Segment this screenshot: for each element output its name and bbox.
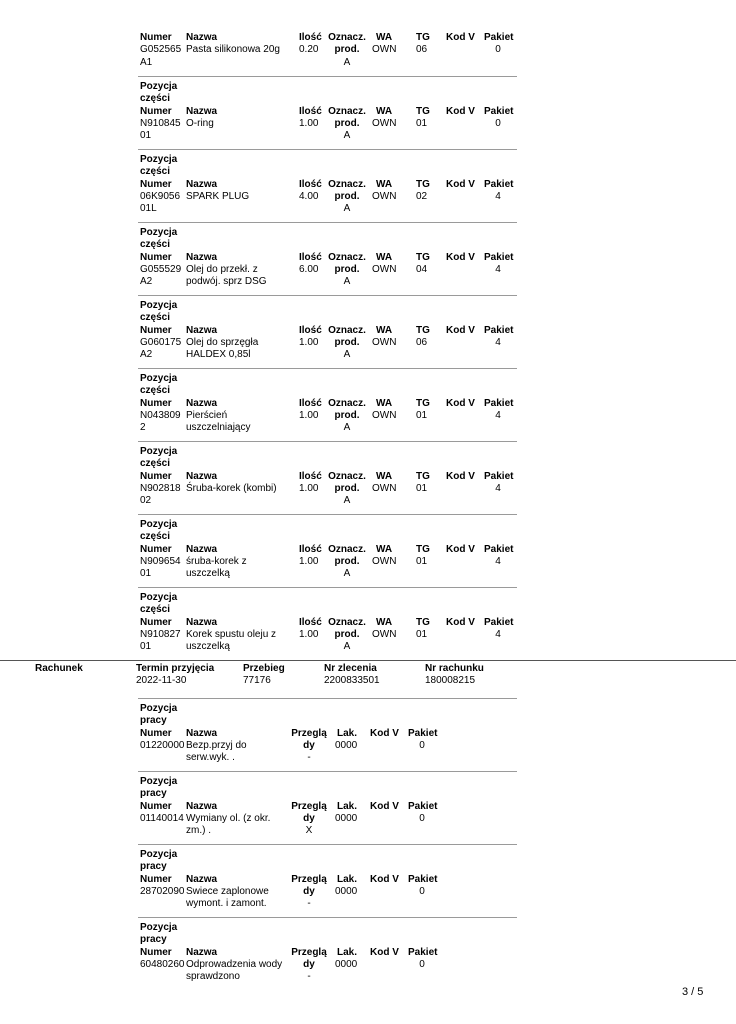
part-quantity: 4.00 <box>299 190 319 202</box>
przeglady-label-line2: dy <box>303 739 315 751</box>
pakiet-label: Pakiet <box>484 616 514 628</box>
part-number-suffix: 01L <box>140 203 157 215</box>
nazwa-label: Nazwa <box>186 324 218 336</box>
part-quantity: 1.00 <box>299 482 319 494</box>
part-pakiet: 4 <box>495 628 501 640</box>
row-divider <box>138 222 517 223</box>
part-tg: 02 <box>416 190 428 202</box>
prod-label: prod. <box>334 336 360 348</box>
wa-label: WA <box>376 105 393 117</box>
part-oznacz: A <box>343 568 351 580</box>
przebieg-label: Przebieg <box>243 663 285 674</box>
nazwa-label: Nazwa <box>186 470 218 482</box>
tg-label: TG <box>416 616 430 628</box>
labor-lak: 0000 <box>335 812 358 824</box>
part-name: Pasta silikonowa 20g <box>186 44 280 56</box>
kodv-label: Kod V <box>370 727 399 739</box>
part-pakiet: 4 <box>495 190 501 202</box>
termin-label: Termin przyjęcia <box>136 663 215 674</box>
czesci-label: części <box>140 531 171 543</box>
pozycja-label: Pozycja <box>140 703 178 714</box>
przebieg-value: 77176 <box>243 675 271 687</box>
wa-label: WA <box>376 324 393 336</box>
termin-value: 2022-11-30 <box>136 675 187 687</box>
numer-label: Numer <box>140 251 172 263</box>
pakiet-label: Pakiet <box>484 32 514 43</box>
part-pakiet: 4 <box>495 336 501 348</box>
wa-label: WA <box>376 543 393 555</box>
row-divider <box>138 917 517 918</box>
part-pakiet: 4 <box>495 263 501 275</box>
part-quantity: 1.00 <box>299 336 319 348</box>
pozycja-label: Pozycja <box>140 446 178 457</box>
numer-label: Numer <box>140 727 172 739</box>
part-number: N902818 <box>140 482 181 494</box>
pakiet-label: Pakiet <box>408 727 438 739</box>
part-tg: 01 <box>416 482 428 494</box>
part-oznacz: A <box>343 56 351 68</box>
labor-name-line2: zm.) . <box>186 825 211 837</box>
wa-label: WA <box>376 178 393 190</box>
labor-name-line2: sprawdzono <box>186 971 240 983</box>
czesci-label: części <box>140 93 171 105</box>
czesci-label: części <box>140 312 171 324</box>
ilosc-label: Ilość <box>299 324 322 336</box>
part-number-suffix: A2 <box>140 276 153 288</box>
part-name-line2: HALDEX 0,85l <box>186 349 251 361</box>
part-oznacz: A <box>343 422 351 434</box>
part-wa: OWN <box>372 117 397 129</box>
tg-label: TG <box>416 178 430 190</box>
nazwa-label: Nazwa <box>186 178 218 190</box>
prod-label: prod. <box>334 190 360 202</box>
part-number-suffix: 01 <box>140 130 152 142</box>
labor-name: Wymiany ol. (z okr. <box>186 812 271 824</box>
tg-label: TG <box>416 470 430 482</box>
ilosc-label: Ilość <box>299 470 322 482</box>
prod-label: prod. <box>334 628 360 640</box>
pracy-label: pracy <box>140 861 167 873</box>
part-number-suffix: A1 <box>140 56 153 68</box>
pozycja-label: Pozycja <box>140 592 178 603</box>
part-number: G052565 <box>140 44 182 56</box>
przeglady-label-line2: dy <box>303 812 315 824</box>
prod-label: prod. <box>334 482 360 494</box>
labor-pakiet: 0 <box>419 958 425 970</box>
kodv-label: Kod V <box>446 616 475 628</box>
labor-number: 01220000 <box>140 739 185 751</box>
part-pakiet: 4 <box>495 482 501 494</box>
wa-label: WA <box>376 397 393 409</box>
labor-name: Odprowadzenia wody <box>186 958 283 970</box>
numer-label: Numer <box>140 397 172 409</box>
numer-label: Numer <box>140 800 172 812</box>
lak-label: Lak. <box>337 800 358 812</box>
rachunek-label: Nr rachunku <box>425 663 484 674</box>
oznacz-label: Oznacz. <box>328 324 366 336</box>
lak-label: Lak. <box>337 946 358 958</box>
part-wa: OWN <box>372 190 397 202</box>
tg-label: TG <box>416 32 430 43</box>
numer-label: Numer <box>140 32 172 43</box>
part-oznacz: A <box>343 276 351 288</box>
part-quantity: 1.00 <box>299 117 319 129</box>
pakiet-label: Pakiet <box>484 543 514 555</box>
czesci-label: części <box>140 458 171 470</box>
lak-label: Lak. <box>337 873 358 885</box>
przeglady-label: Przeglą <box>291 873 327 885</box>
labor-pakiet: 0 <box>419 812 425 824</box>
nazwa-label: Nazwa <box>186 105 218 117</box>
numer-label: Numer <box>140 946 172 958</box>
pozycja-label: Pozycja <box>140 300 178 311</box>
numer-label: Numer <box>140 105 172 117</box>
oznacz-label: Oznacz. <box>328 251 366 263</box>
rachunek-value: 180008215 <box>425 675 476 687</box>
part-name: Korek spustu oleju z <box>186 628 277 640</box>
prod-label: prod. <box>334 409 360 421</box>
nazwa-label: Nazwa <box>186 946 218 958</box>
kodv-label: Kod V <box>446 470 475 482</box>
kodv-label: Kod V <box>446 32 475 43</box>
oznacz-label: Oznacz. <box>328 32 366 43</box>
labor-przeglad: - <box>307 752 311 764</box>
ilosc-label: Ilość <box>299 543 322 555</box>
nazwa-label: Nazwa <box>186 251 218 263</box>
czesci-label: części <box>140 385 171 397</box>
labor-name: Bezp.przyj do <box>186 739 247 751</box>
pozycja-label: Pozycja <box>140 227 178 238</box>
labor-lak: 0000 <box>335 739 358 751</box>
labor-przeglad: - <box>307 898 311 910</box>
part-pakiet: 0 <box>495 117 501 129</box>
nazwa-label: Nazwa <box>186 32 218 43</box>
pozycja-label: Pozycja <box>140 519 178 530</box>
ilosc-label: Ilość <box>299 178 322 190</box>
prod-label: prod. <box>334 555 360 567</box>
part-name: O-ring <box>186 117 214 129</box>
wa-label: WA <box>376 251 393 263</box>
part-oznacz: A <box>343 203 351 215</box>
labor-name: Swiece zaplonowe <box>186 885 269 897</box>
part-wa: OWN <box>372 409 397 421</box>
part-wa: OWN <box>372 263 397 275</box>
labor-lak: 0000 <box>335 958 358 970</box>
tg-label: TG <box>416 105 430 117</box>
section-label: Rachunek <box>35 663 83 674</box>
part-name-line2: uszczelką <box>186 641 230 653</box>
part-tg: 04 <box>416 263 428 275</box>
labor-name-line2: serw.wyk. . <box>186 752 235 764</box>
part-name: śruba-korek z <box>186 555 247 567</box>
part-wa: OWN <box>372 336 397 348</box>
pozycja-label: Pozycja <box>140 81 178 92</box>
row-divider <box>138 771 517 772</box>
kodv-label: Kod V <box>370 800 399 812</box>
nazwa-label: Nazwa <box>186 800 218 812</box>
pracy-label: pracy <box>140 788 167 800</box>
part-wa: OWN <box>372 555 397 567</box>
oznacz-label: Oznacz. <box>328 616 366 628</box>
part-number-suffix: 2 <box>140 422 146 434</box>
nazwa-label: Nazwa <box>186 543 218 555</box>
numer-label: Numer <box>140 543 172 555</box>
pozycja-label: Pozycja <box>140 849 178 860</box>
part-number-suffix: 02 <box>140 495 152 507</box>
kodv-label: Kod V <box>370 873 399 885</box>
przeglady-label: Przeglą <box>291 946 327 958</box>
part-oznacz: A <box>343 495 351 507</box>
oznacz-label: Oznacz. <box>328 397 366 409</box>
kodv-label: Kod V <box>446 543 475 555</box>
part-number: G060175 <box>140 336 182 348</box>
pakiet-label: Pakiet <box>408 946 438 958</box>
ilosc-label: Ilość <box>299 105 322 117</box>
part-pakiet: 4 <box>495 555 501 567</box>
part-tg: 06 <box>416 44 428 56</box>
part-number-suffix: A2 <box>140 349 153 361</box>
part-number: 06K9056 <box>140 190 181 202</box>
row-divider <box>138 844 517 845</box>
part-name: SPARK PLUG <box>186 190 250 202</box>
part-name: Olej do przekł. z <box>186 263 258 275</box>
ilosc-label: Ilość <box>299 251 322 263</box>
row-divider <box>138 698 517 699</box>
oznacz-label: Oznacz. <box>328 543 366 555</box>
prod-label: prod. <box>334 44 360 56</box>
nazwa-label: Nazwa <box>186 616 218 628</box>
kodv-label: Kod V <box>446 397 475 409</box>
part-number-suffix: 01 <box>140 568 152 580</box>
section-divider <box>0 660 736 661</box>
part-number: N910845 <box>140 117 181 129</box>
pozycja-label: Pozycja <box>140 154 178 165</box>
part-quantity: 6.00 <box>299 263 319 275</box>
pracy-label: pracy <box>140 715 167 727</box>
part-quantity: 1.00 <box>299 628 319 640</box>
part-name: Olej do sprzęgła <box>186 336 259 348</box>
pakiet-label: Pakiet <box>484 105 514 117</box>
kodv-label: Kod V <box>446 105 475 117</box>
tg-label: TG <box>416 251 430 263</box>
part-number-suffix: 01 <box>140 641 152 653</box>
row-divider <box>138 514 517 515</box>
part-wa: OWN <box>372 482 397 494</box>
pakiet-label: Pakiet <box>408 800 438 812</box>
oznacz-label: Oznacz. <box>328 105 366 117</box>
pozycja-label: Pozycja <box>140 373 178 384</box>
kodv-label: Kod V <box>446 178 475 190</box>
row-divider <box>138 587 517 588</box>
labor-number: 01140014 <box>140 812 184 824</box>
numer-label: Numer <box>140 178 172 190</box>
row-divider <box>138 76 517 77</box>
pakiet-label: Pakiet <box>408 873 438 885</box>
part-oznacz: A <box>343 130 351 142</box>
wa-label: WA <box>376 470 393 482</box>
numer-label: Numer <box>140 873 172 885</box>
labor-number: 60480260 <box>140 958 185 970</box>
part-tg: 01 <box>416 117 428 129</box>
wa-label: WA <box>376 32 393 43</box>
labor-name-line2: wymont. i zamont. <box>186 898 267 910</box>
pracy-label: pracy <box>140 934 167 946</box>
part-quantity: 1.00 <box>299 409 319 421</box>
labor-number: 28702090 <box>140 885 185 897</box>
ilosc-label: Ilość <box>299 32 322 43</box>
zlecenie-label: Nr zlecenia <box>324 663 377 674</box>
part-pakiet: 0 <box>495 44 501 56</box>
part-tg: 01 <box>416 409 428 421</box>
part-quantity: 0.20 <box>299 44 319 56</box>
part-name-line2: uszczelniający <box>186 422 251 434</box>
kodv-label: Kod V <box>446 251 475 263</box>
przeglady-label-line2: dy <box>303 885 315 897</box>
numer-label: Numer <box>140 324 172 336</box>
lak-label: Lak. <box>337 727 358 739</box>
pakiet-label: Pakiet <box>484 470 514 482</box>
nazwa-label: Nazwa <box>186 873 218 885</box>
part-tg: 01 <box>416 628 428 640</box>
nazwa-label: Nazwa <box>186 397 218 409</box>
tg-label: TG <box>416 324 430 336</box>
czesci-label: części <box>140 166 171 178</box>
row-divider <box>138 368 517 369</box>
pakiet-label: Pakiet <box>484 178 514 190</box>
labor-przeglad: - <box>307 971 311 983</box>
czesci-label: części <box>140 239 171 251</box>
labor-pakiet: 0 <box>419 885 425 897</box>
tg-label: TG <box>416 543 430 555</box>
pozycja-label: Pozycja <box>140 922 178 933</box>
labor-przeglad: X <box>305 825 313 837</box>
row-divider <box>138 295 517 296</box>
part-oznacz: A <box>343 349 351 361</box>
wa-label: WA <box>376 616 393 628</box>
pakiet-label: Pakiet <box>484 397 514 409</box>
przeglady-label-line2: dy <box>303 958 315 970</box>
part-name-line2: uszczelką <box>186 568 230 580</box>
page-number: 3 / 5 <box>682 986 704 998</box>
part-wa: OWN <box>372 44 397 56</box>
part-number: N910827 <box>140 628 181 640</box>
tg-label: TG <box>416 397 430 409</box>
oznacz-label: Oznacz. <box>328 470 366 482</box>
part-name: Śruba-korek (kombi) <box>186 482 277 494</box>
kodv-label: Kod V <box>370 946 399 958</box>
labor-lak: 0000 <box>335 885 358 897</box>
oznacz-label: Oznacz. <box>328 178 366 190</box>
numer-label: Numer <box>140 470 172 482</box>
part-tg: 06 <box>416 336 428 348</box>
przeglady-label: Przeglą <box>291 727 327 739</box>
pozycja-label: Pozycja <box>140 776 178 787</box>
part-number: N909654 <box>140 555 181 567</box>
part-wa: OWN <box>372 628 397 640</box>
nazwa-label: Nazwa <box>186 727 218 739</box>
zlecenie-value: 2200833501 <box>324 675 380 687</box>
labor-pakiet: 0 <box>419 739 425 751</box>
numer-label: Numer <box>140 616 172 628</box>
przeglady-label: Przeglą <box>291 800 327 812</box>
row-divider <box>138 441 517 442</box>
part-name: Pierścień <box>186 409 228 421</box>
part-oznacz: A <box>343 641 351 653</box>
part-quantity: 1.00 <box>299 555 319 567</box>
pakiet-label: Pakiet <box>484 324 514 336</box>
part-tg: 01 <box>416 555 428 567</box>
part-number: N043809 <box>140 409 181 421</box>
pakiet-label: Pakiet <box>484 251 514 263</box>
part-pakiet: 4 <box>495 409 501 421</box>
czesci-label: części <box>140 604 171 616</box>
prod-label: prod. <box>334 117 360 129</box>
part-name-line2: podwój. sprz DSG <box>186 276 267 288</box>
ilosc-label: Ilość <box>299 616 322 628</box>
ilosc-label: Ilość <box>299 397 322 409</box>
part-number: G055529 <box>140 263 182 275</box>
kodv-label: Kod V <box>446 324 475 336</box>
prod-label: prod. <box>334 263 360 275</box>
row-divider <box>138 149 517 150</box>
